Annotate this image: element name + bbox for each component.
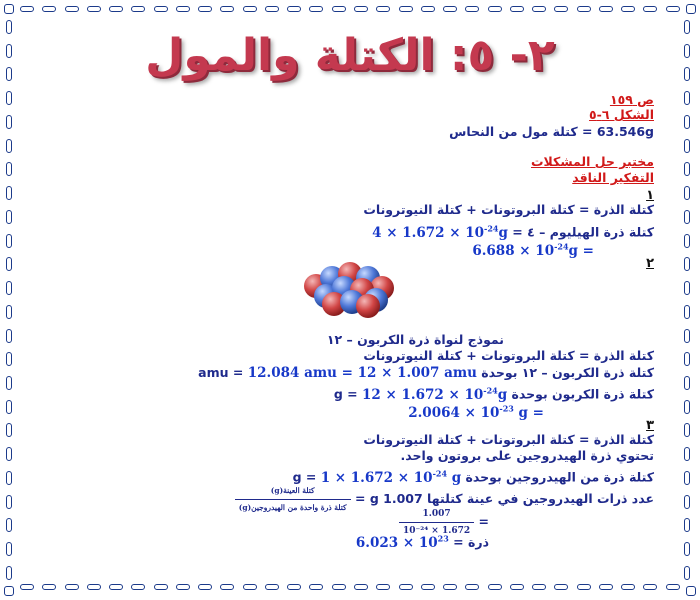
border-link bbox=[399, 584, 413, 590]
lab-heading: مختبر حل المشكلات bbox=[531, 154, 654, 169]
border-link bbox=[684, 234, 690, 248]
border-link bbox=[684, 495, 690, 509]
border-link bbox=[577, 6, 591, 12]
border-link bbox=[6, 518, 12, 532]
border-link bbox=[684, 400, 690, 414]
carbon-nucleus-illustration bbox=[296, 256, 402, 320]
border-link bbox=[666, 584, 680, 590]
page-reference: ص ١٥٩ bbox=[609, 92, 654, 107]
border-link bbox=[376, 6, 390, 12]
border-link bbox=[684, 376, 690, 390]
border-link bbox=[465, 584, 479, 590]
border-link bbox=[510, 6, 524, 12]
q3-hydrogen-mass: كتلة ذرة من الهيدروجين بوحدة $g = 1 \times 1.672 \times 10^{-24}$ g bbox=[292, 468, 654, 486]
border-link bbox=[6, 210, 12, 224]
border-link bbox=[243, 6, 257, 12]
border-link bbox=[287, 584, 301, 590]
border-link bbox=[220, 584, 234, 590]
border-link bbox=[6, 400, 12, 414]
border-link bbox=[643, 584, 657, 590]
q2-result: $2.0064 \times 10^{-23}$ g = bbox=[408, 403, 544, 421]
border-link bbox=[87, 6, 101, 12]
border-link bbox=[6, 91, 12, 105]
border-link bbox=[6, 305, 12, 319]
q1-atom-mass-definition: كتلة الذرة = كتلة البروتونات + كتلة النيوترونات bbox=[363, 202, 654, 217]
border-link bbox=[599, 6, 613, 12]
border-link bbox=[87, 584, 101, 590]
border-link bbox=[176, 584, 190, 590]
q1-result: $6.688 \times 10^{-24}g$ = bbox=[472, 241, 594, 259]
border-link bbox=[109, 6, 123, 12]
border-link bbox=[684, 447, 690, 461]
q3-atom-count-formula: عدد ذرات الهيدروجين في عينة كتلتها 1.007 g = $\frac{\text{كتلة العينة(g)}}{\text{كتلة ذرة واحدة من الهيدروجين(g)}}$ bbox=[235, 483, 654, 516]
border-bottom bbox=[20, 584, 680, 594]
border-link bbox=[6, 495, 12, 509]
border-link bbox=[488, 584, 502, 590]
border-link bbox=[684, 471, 690, 485]
q1-helium-expr: $4 \times 1.672 \times 10^{-24}g$ bbox=[372, 223, 508, 241]
border-link bbox=[176, 6, 190, 12]
border-link bbox=[198, 6, 212, 12]
border-link bbox=[6, 352, 12, 366]
border-link bbox=[154, 6, 168, 12]
border-link bbox=[42, 6, 56, 12]
border-link bbox=[6, 257, 12, 271]
border-link bbox=[332, 6, 346, 12]
border-link bbox=[599, 584, 613, 590]
border-link bbox=[243, 584, 257, 590]
border-link bbox=[577, 584, 591, 590]
border-link bbox=[465, 6, 479, 12]
border-link bbox=[6, 186, 12, 200]
border-link bbox=[6, 542, 12, 556]
border-link bbox=[6, 139, 12, 153]
border-link bbox=[6, 162, 12, 176]
border-link bbox=[421, 584, 435, 590]
q3-result: ذرة = $6.023 \times 10^{23}$ bbox=[355, 533, 489, 551]
border-link bbox=[6, 376, 12, 390]
border-link bbox=[684, 305, 690, 319]
border-right bbox=[684, 20, 694, 580]
border-link bbox=[684, 566, 690, 580]
question-number: ١ bbox=[646, 188, 654, 203]
border-link bbox=[354, 584, 368, 590]
border-link bbox=[131, 6, 145, 12]
border-link bbox=[684, 162, 690, 176]
border-link bbox=[309, 6, 323, 12]
copper-molar-mass: 63.546g = كتلة مول من النحاس bbox=[449, 124, 654, 139]
border-link bbox=[684, 542, 690, 556]
border-link bbox=[6, 281, 12, 295]
border-link bbox=[684, 139, 690, 153]
border-link bbox=[65, 584, 79, 590]
q2-carbon-amu: كتلة ذرة الكربون – ١٢ بوحدة amu = 12.084 amu = 12 × 1.007 amu bbox=[198, 365, 654, 381]
border-link bbox=[399, 6, 413, 12]
border-link bbox=[6, 234, 12, 248]
border-link bbox=[198, 584, 212, 590]
border-link bbox=[684, 329, 690, 343]
q3-numeric-fraction: = $\frac{1.007}{\text{1.672 × 10⁻²⁴}}$ bbox=[399, 506, 489, 539]
q3-atom-mass-definition: كتلة الذرة = كتلة البروتونات + كتلة النيوترونات bbox=[363, 432, 654, 447]
border-link bbox=[220, 6, 234, 12]
border-link bbox=[554, 6, 568, 12]
border-link bbox=[554, 584, 568, 590]
border-link bbox=[443, 584, 457, 590]
question-number: ٣ bbox=[646, 418, 654, 433]
page-title: ٢- ٥: الكتلة والمول bbox=[145, 30, 555, 81]
border-link bbox=[684, 115, 690, 129]
border-link bbox=[666, 6, 680, 12]
border-link bbox=[265, 584, 279, 590]
border-link bbox=[684, 518, 690, 532]
border-link bbox=[332, 584, 346, 590]
border-link bbox=[65, 6, 79, 12]
border-link bbox=[421, 6, 435, 12]
border-corner bbox=[4, 586, 14, 596]
proton-sphere bbox=[356, 294, 380, 318]
q3-hydrogen-proton: تحتوي ذرة الهيدروجين على بروتون واحد. bbox=[400, 448, 654, 463]
border-link bbox=[621, 584, 635, 590]
border-link bbox=[443, 6, 457, 12]
border-corner bbox=[686, 4, 696, 14]
border-link bbox=[131, 584, 145, 590]
border-link bbox=[42, 584, 56, 590]
border-link bbox=[643, 6, 657, 12]
question-number: ٢ bbox=[646, 256, 654, 271]
border-left bbox=[6, 20, 16, 580]
border-link bbox=[376, 584, 390, 590]
q1-helium-label: كتلة ذرة الهيليوم – ٤ = bbox=[507, 224, 654, 240]
border-corner bbox=[4, 4, 14, 14]
border-link bbox=[684, 281, 690, 295]
border-link bbox=[6, 115, 12, 129]
border-link bbox=[109, 584, 123, 590]
border-link bbox=[20, 6, 34, 12]
q2-atom-mass-definition: كتلة الذرة = كتلة البروتونات + كتلة النيوترونات bbox=[363, 348, 654, 363]
border-link bbox=[488, 6, 502, 12]
border-link bbox=[6, 423, 12, 437]
border-top bbox=[20, 6, 680, 16]
border-link bbox=[621, 6, 635, 12]
border-link bbox=[684, 91, 690, 105]
sample-mass-fraction: $\frac{\text{كتلة العينة(g)}}{\text{كتلة ذرة واحدة من الهيدروجين(g)}}$ bbox=[235, 483, 351, 516]
border-link bbox=[154, 584, 168, 590]
border-corner bbox=[686, 586, 696, 596]
border-link bbox=[354, 6, 368, 12]
border-link bbox=[532, 6, 546, 12]
border-link bbox=[265, 6, 279, 12]
figure-reference: الشكل ٦-٥ bbox=[589, 107, 654, 122]
border-link bbox=[510, 584, 524, 590]
lab-subheading: التفكير الناقد bbox=[572, 170, 654, 185]
border-link bbox=[684, 210, 690, 224]
carbon-nucleus-caption: نموذج لنواة ذرة الكربون – ١٢ bbox=[326, 332, 504, 347]
border-link bbox=[684, 257, 690, 271]
border-link bbox=[684, 186, 690, 200]
border-link bbox=[6, 471, 12, 485]
border-link bbox=[6, 566, 12, 580]
border-link bbox=[6, 329, 12, 343]
border-link bbox=[684, 423, 690, 437]
border-link bbox=[309, 584, 323, 590]
border-link bbox=[684, 352, 690, 366]
border-link bbox=[20, 584, 34, 590]
border-link bbox=[6, 447, 12, 461]
q2-carbon-grams: كتلة ذرة الكربون بوحدة $g = 12 \times 1.672 \times 10^{-24}g$ bbox=[333, 385, 654, 403]
border-link bbox=[532, 584, 546, 590]
border-link bbox=[287, 6, 301, 12]
